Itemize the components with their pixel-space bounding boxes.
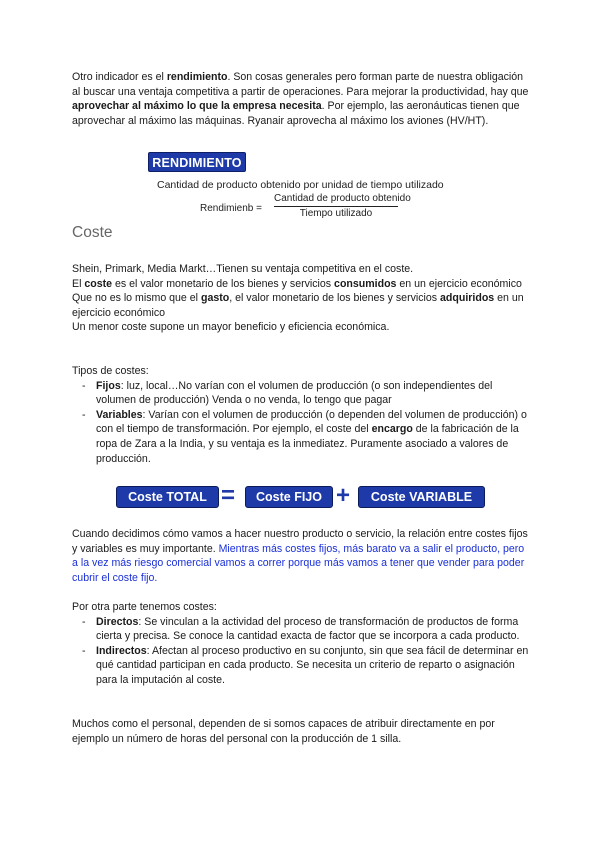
intro-text-2: . Son cosas generales pero forman parte de nuestra obligación al buscar una ventaja competitiva a partir de operaciones. Para mejorar la productividad, hay que [72,71,529,98]
coste-total-box: Coste TOTAL [116,486,219,508]
formula-fraction [274,193,411,220]
coste-line-2: El coste es el valor monetario de los bienes y servicios consumidos en un ejercicio económico [72,277,522,290]
coste-bold-gasto: gasto [200,292,230,305]
intro-bold-aprovechar: aprovechar al máximo lo que la empresa necesita [72,100,322,113]
relacion-highlight: Mientras más costes fijos, más barato va a salir el producto, pero a la vez más riesgo comercial vamos a correr porque más vamos a tener que vender para poder cubrir el coste fijo. [72,542,525,584]
intro-text-1: Otro indicador es el [72,71,167,83]
list-item-indirectos: - Indirectos: Afectan al proceso productivo en su conjunto, sin que sea fácil de determinar en qué cantidad participan en cada producto. Se necesita un criterio de reparto o asignación para la imputación al coste. [72,644,530,688]
rendimiento-badge: RENDIMIENTO [148,152,246,172]
list-item-directos: - Directos: Se vinculan a la actividad del proceso de transformación de productos de forma cierta y precisa. Se conoce la cantidad exacta de factor que se incorpora a cada producto. [72,615,530,644]
cost-equation [0,482,600,509]
list-item-fijos: - Fijos: luz, local…No varían con el volumen de producción (o son independientes del volumen de producción) Venda o no venda, lo tengo que pagar [72,379,530,408]
coste-line-4: Un menor coste supone un mayor beneficio y eficiencia económica. [72,321,390,334]
tipos-list [72,379,530,467]
plus-sign: + [336,482,351,509]
tipos-title: Tipos de costes: [72,365,149,377]
list-item-variables: - Variables: Varían con el volumen de producción (o dependen del volumen de producción) o con el tiempo de transformación. Por ejemplo, el coste del encargo de la fabricación de la ropa de Zara a la India, y su ventaja es la inmediatez. Puramente asociado a valores de producción. [72,408,530,466]
coste-line-3: Que no es lo mismo que el gasto, el valor monetario de los bienes y servicios adquiridos en un ejercicio económico [72,292,524,319]
coste-paragraph [72,262,530,335]
intro-bold-rendimiento: rendimiento [166,71,228,83]
tipos-section [72,364,530,466]
coste-variable-box: Coste VARIABLE [358,486,485,508]
otra-section [72,600,530,688]
otra-title: Por otra parte tenemos costes: [72,601,217,613]
equals-sign: = [221,482,236,509]
relacion-paragraph [72,527,530,585]
final-paragraph: Muchos como el personal, dependen de si somos capaces de atribuir directamente en por ejemplo un número de horas del personal con la producción de 1 silla. [72,718,495,745]
otra-list [72,615,530,688]
intro-paragraph [72,70,530,128]
coste-bold-consumidos: consumidos [334,277,397,290]
coste-bold-adquiridos: adquiridos [440,292,495,305]
section-heading-coste: Coste [72,224,113,241]
coste-fijo-box: Coste FIJO [245,486,333,508]
formula-lhs: Rendimienb = [200,203,262,214]
formula-numerator: Cantidad de producto obtenido [274,193,398,207]
formula-denominator: Tiempo utilizado [299,208,373,219]
rendimiento-subtitle: Cantidad de producto obtenido por unidad de tiempo utilizado [157,179,444,191]
coste-bold-coste: coste [84,277,113,290]
coste-line-1: Shein, Primark, Media Markt…Tienen su ventaja competitiva en el coste. [72,263,414,275]
relacion-text: Cuando decidimos cómo vamos a hacer nuestro producto o servicio, la relación entre costes fijos y variables es muy importante. [72,528,528,555]
intro-text-3: . Por ejemplo, las aeronáuticas tienen que aprovechar al máximo las máquinas. Ryanair aprovecha al máximo los aviones (HV/HT). [72,100,520,127]
